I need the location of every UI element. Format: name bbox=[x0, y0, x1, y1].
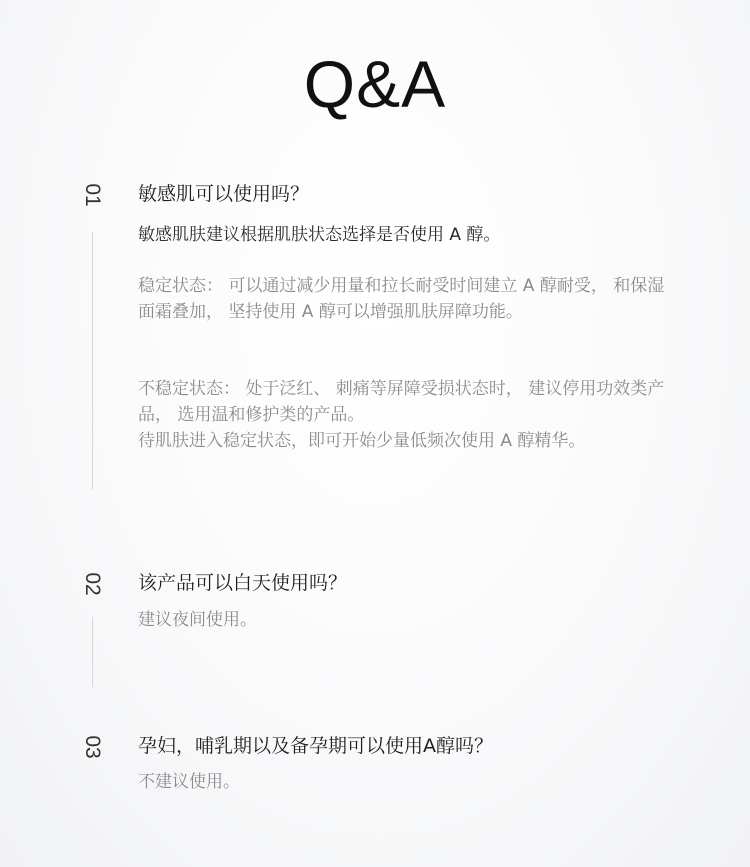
answer-01-stable-again: 待肌肤进入稳定状态，即可开始少量低频次使用 A 醇精华。 bbox=[138, 431, 586, 451]
answer-01-lead: 敏感肌肤建议根据肌肤状态选择是否使用 A 醇。 bbox=[138, 225, 501, 245]
answer-01-stable: 稳定状态： 可以通过减少用量和拉长耐受时间建立 A 醇耐受， 和保湿面霜叠加， 坚持使用 A 醇可以增强肌肤屏障功能。 bbox=[138, 276, 665, 322]
item-number-02: 02 bbox=[81, 572, 104, 596]
item-number-01: 01 bbox=[81, 183, 104, 207]
item-01-divider bbox=[92, 232, 93, 490]
answer-03: 不建议使用。 bbox=[138, 772, 240, 792]
question-03: 孕妇，哺乳期以及备孕期可以使用A醇吗？ bbox=[138, 735, 493, 757]
item-number-03: 03 bbox=[81, 735, 104, 759]
question-02: 该产品可以白天使用吗？ bbox=[138, 572, 348, 594]
answer-01-unstable-block bbox=[138, 376, 678, 454]
question-01: 敏感肌可以使用吗？ bbox=[138, 183, 310, 205]
answer-01-body bbox=[138, 273, 678, 325]
qa-title: Q&A bbox=[303, 47, 447, 121]
answer-01-unstable: 不稳定状态： 处于泛红、 刺痛等屏障受损状态时， 建议停用功效类产品， 选用温和修护类的产品。 bbox=[138, 379, 665, 425]
item-02-divider bbox=[92, 617, 93, 687]
answer-02: 建议夜间使用。 bbox=[138, 610, 257, 630]
